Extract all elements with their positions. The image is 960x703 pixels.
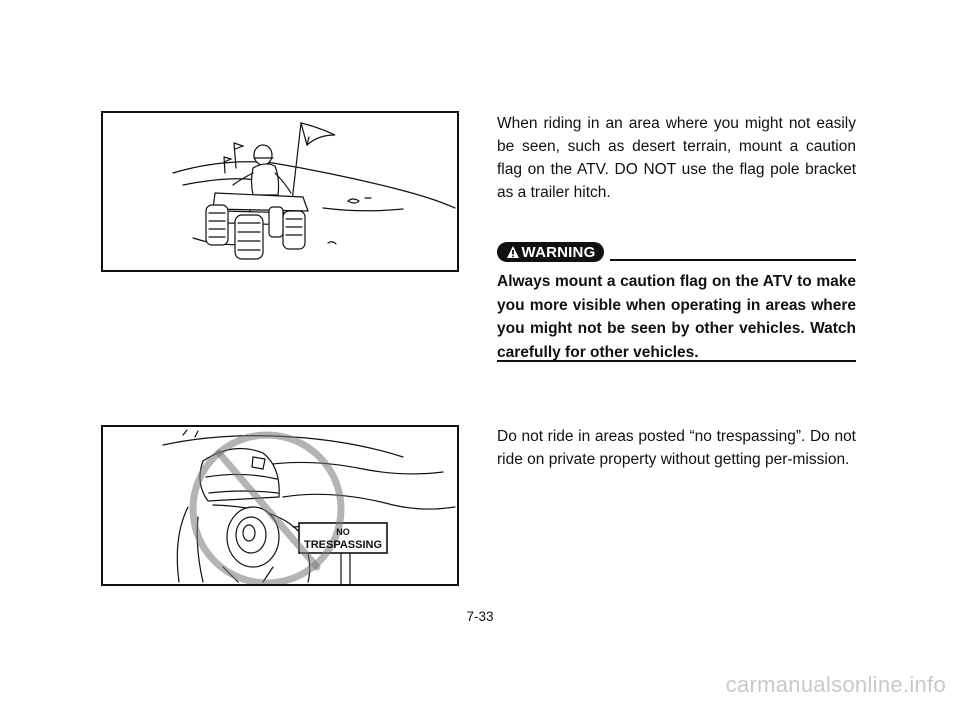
no-trespassing-drawing (103, 427, 457, 584)
warning-header (497, 242, 856, 264)
no-trespassing-illustration (101, 425, 459, 586)
atv-flag-drawing (103, 113, 457, 270)
warning-triangle-icon (506, 245, 520, 259)
warning-text: Always mount a caution flag on the ATV to make you more visible when operating in areas where you might not be seen by other vehicles. Watch carefully for other vehicles. (497, 273, 856, 361)
atv-flag-illustration (101, 111, 459, 272)
page-number: 7-33 (466, 609, 494, 624)
warning-rule-top (610, 259, 856, 261)
sign-no-text: NO (336, 527, 350, 537)
warning-rule-bottom (497, 360, 856, 362)
warning-label: WARNING (521, 243, 596, 261)
warning-badge (497, 242, 604, 262)
watermark: carmanualsonline.info (725, 672, 946, 697)
no-trespassing-paragraph: Do not ride in areas posted “no trespassing”. Do not ride on private property without getting per-mission. (497, 428, 856, 468)
sign-trespassing-text: TRESPASSING (303, 539, 383, 551)
caution-flag-paragraph: When riding in an area where you might not easily be seen, such as desert terrain, mount a caution flag on the ATV. DO NOT use the flag pole bracket as a trailer hitch. (497, 115, 856, 201)
